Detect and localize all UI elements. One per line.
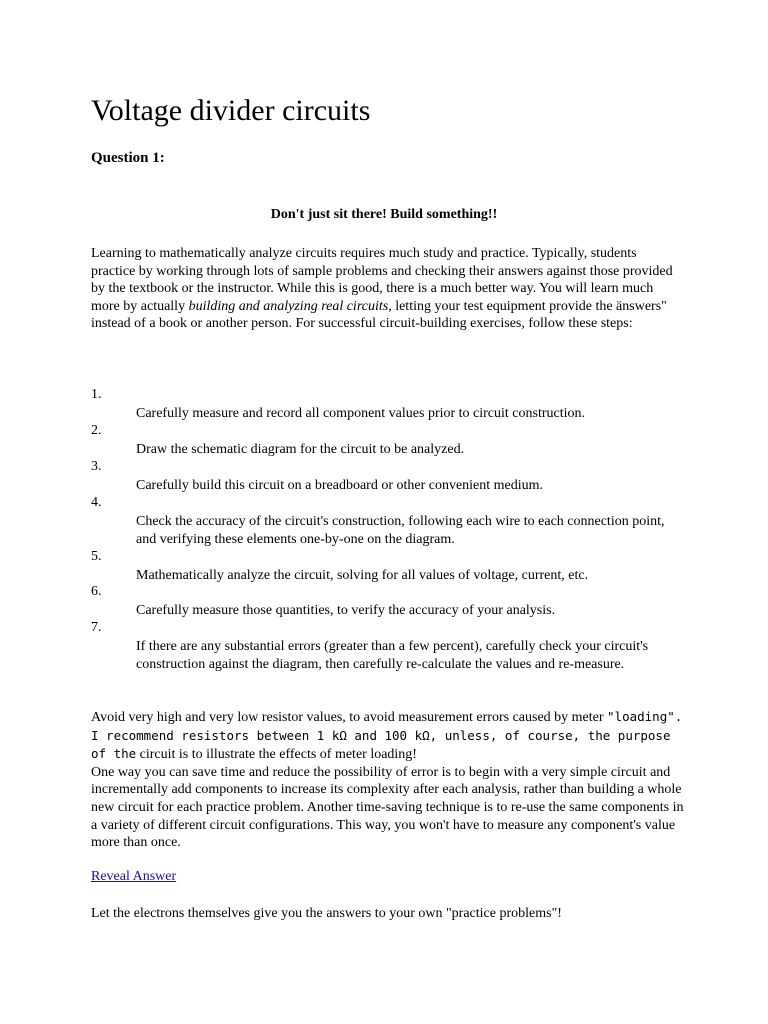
step-text: Carefully build this circuit on a breadboard or other convenient medium. — [136, 478, 544, 493]
step-number: 4. — [91, 495, 102, 510]
advice-text-start: Avoid very high and very low resistor values, to avoid measurement errors caused by meter — [91, 710, 608, 725]
time-saving-text: One way you can save time and reduce the possibility of error is to begin with a very simple circuit and incrementally add components to increase its complexity after each analysis, rather than building a whole new circuit for each practice problem. Another time-saving technique is to re-use the same components in a variety of different circuit configurations. This way, you won't have to measure any component's value more than once. — [91, 764, 684, 851]
advice-monospace-text: "loading". I recommend resistors between 1 kΩ and 100 kΩ, unless, of course, the purpose of the — [91, 709, 683, 762]
advice-paragraph — [91, 708, 691, 852]
intro-text-end: , letting your test equipment provide the änswers" instead of a book or another person. For successful circuit-building exercises, follow these steps: — [91, 298, 667, 332]
step-text: If there are any substantial errors (greater than a few percent), carefully check your circuit's construction against the diagram, then carefully re-calculate the values and re-measure. — [136, 639, 649, 672]
step-text: Carefully measure and record all component values prior to circuit construction. — [136, 406, 586, 421]
step-text: Draw the schematic diagram for the circuit to be analyzed. — [136, 442, 465, 457]
final-line: Let the electrons themselves give you the answers to your own "practice problems"! — [91, 906, 562, 921]
intro-text-start: Learning to mathematically analyze circuits requires much study and practice. Typically, students practice by working through lots of sample problems and checking their answers against those provided by the textbook or the instructor. While this is good, there is a much better way. You will learn much more by actually — [91, 246, 673, 314]
step-number: 1. — [91, 387, 102, 402]
step-number: 5. — [91, 549, 102, 564]
intro-paragraph — [91, 245, 683, 333]
step-text: Carefully measure those quantities, to verify the accuracy of your analysis. — [136, 603, 556, 618]
step-number: 2. — [91, 423, 102, 438]
reveal-answer-link[interactable]: Reveal Answer — [91, 869, 177, 884]
step-text: Mathematically analyze the circuit, solving for all values of voltage, current, etc. — [136, 568, 589, 583]
question-heading: Question 1: — [91, 150, 165, 166]
page-title: Voltage divider circuits — [91, 94, 371, 127]
step-text: Check the accuracy of the circuit's construction, following each wire to each connection point, and verifying these elements one-by-one on the diagram. — [136, 514, 665, 547]
step-number: 3. — [91, 459, 102, 474]
subheading: Don't just sit there! Build something!! — [270, 207, 498, 222]
step-number: 6. — [91, 584, 102, 599]
advice-text-end: circuit is to illustrate the effects of meter loading! — [136, 747, 417, 763]
step-number: 7. — [91, 620, 102, 635]
intro-emphasis: building and analyzing real circuits — [188, 298, 389, 314]
